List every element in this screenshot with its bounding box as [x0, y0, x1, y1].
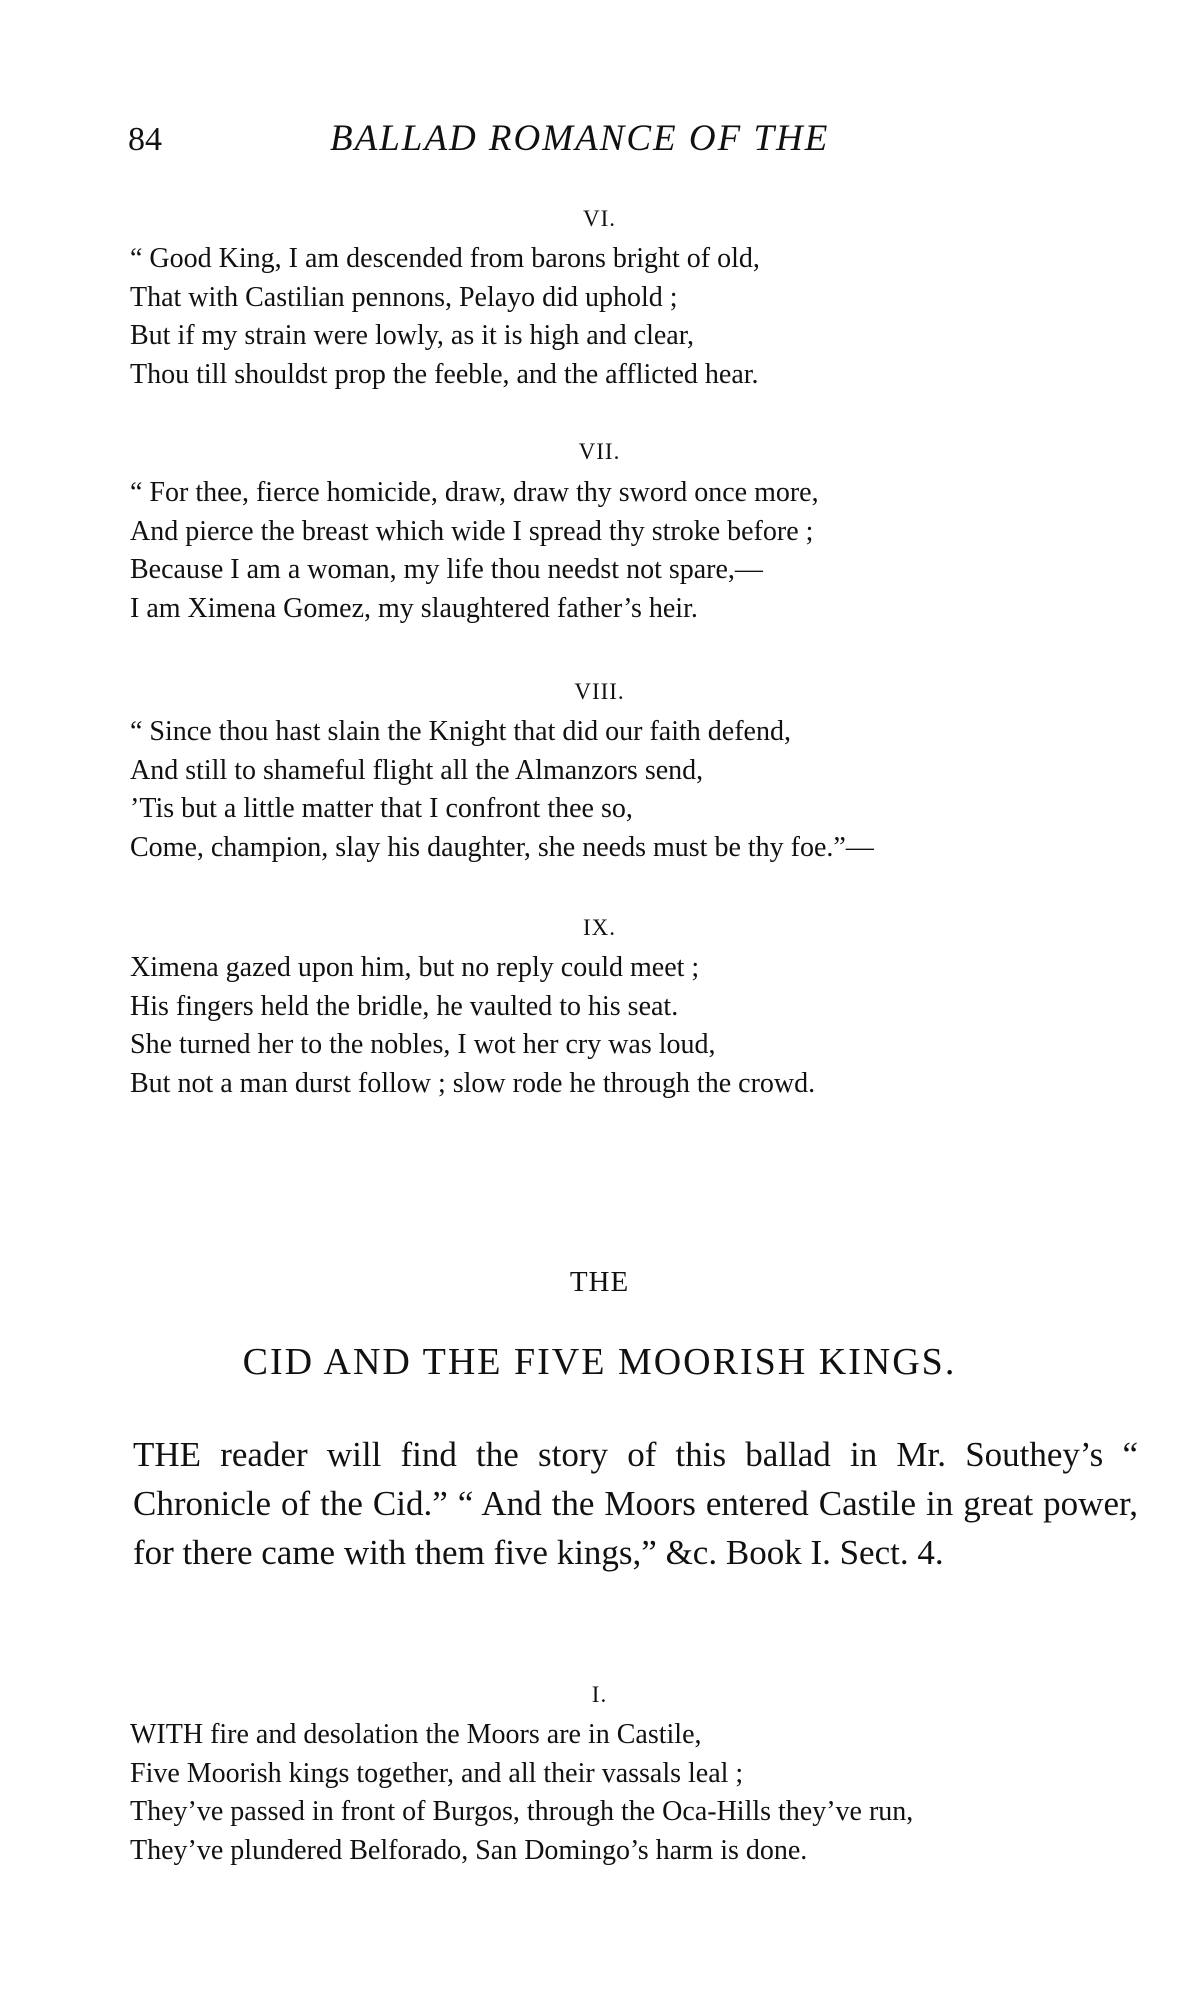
verse-line: Because I am a woman, my life thou needst not spare,—	[130, 554, 763, 585]
article-title: CID AND THE FIVE MOORISH KINGS.	[242, 1341, 957, 1383]
stanza-number: VIII.	[574, 679, 625, 704]
verse-line: I am Ximena Gomez, my slaughtered father’s heir.	[130, 592, 698, 624]
verse-line: And pierce the breast which wide I spread thy stroke before ;	[130, 515, 814, 547]
verse-line	[130, 1716, 1090, 1755]
verse-line: Five Moorish kings together, and all their vassals leal ;	[130, 1757, 744, 1789]
article-label: THE	[569, 1266, 630, 1298]
verse-lead-word: WITH	[130, 1719, 204, 1750]
verse-line: But if my strain were lowly, as it is high and clear,	[130, 320, 694, 351]
running-head: BALLAD ROMANCE OF THE	[330, 118, 830, 159]
verse-line: “ Good King, I am descended from barons bright of old,	[130, 243, 760, 274]
verse-line: But not a man durst follow ; slow rode he through the crowd.	[130, 1067, 816, 1099]
verse-line: They’ve plundered Belforado, San Domingo’s harm is done.	[130, 1834, 808, 1866]
verse-line: Thou till shouldst prop the feeble, and the afflicted hear.	[130, 358, 759, 390]
verse-line: His fingers held the bridle, he vaulted to his seat.	[130, 990, 679, 1022]
introduction-paragraph	[133, 1430, 1138, 1577]
introduction-text: reader will find the story of this ballad in Mr. Southey’s “ Chronicle of the Cid.” “ And the Moors entered Castile in great power, for there came with them five kings,” &c. Book I. Sect. 4.	[133, 1435, 1138, 1572]
verse-line: Ximena gazed upon him, but no reply could meet ;	[130, 952, 700, 983]
verse-line: “ Since thou hast slain the Knight that did our faith defend,	[130, 716, 791, 747]
introduction-lead-word: THE	[133, 1435, 202, 1474]
verse-line: ’Tis but a little matter that I confront thee so,	[130, 793, 633, 824]
stanza	[130, 1716, 1090, 1870]
stanza	[130, 949, 1090, 1103]
verse-line: They’ve passed in front of Burgos, through the Oca-Hills they’ve run,	[130, 1796, 914, 1827]
stanza	[130, 474, 1090, 628]
stanza-number: VII.	[578, 439, 621, 464]
verse-line: That with Castilian pennons, Pelayo did uphold ;	[130, 281, 678, 313]
stanza-number: IX.	[582, 915, 617, 940]
verse-line-rest: fire and desolation the Moors are in Castile,	[203, 1719, 702, 1750]
stanza	[130, 240, 1090, 394]
verse-line: She turned her to the nobles, I wot her cry was loud,	[130, 1029, 716, 1060]
verse-line: “ For thee, fierce homicide, draw, draw thy sword once more,	[130, 477, 819, 508]
page-number: 84	[128, 121, 162, 158]
stanza-number: VI.	[582, 206, 617, 231]
stanza	[130, 713, 1090, 867]
stanza-number: I.	[591, 1682, 608, 1707]
verse-line: Come, champion, slay his daughter, she needs must be thy foe.”—	[130, 831, 874, 863]
verse-line: And still to shameful flight all the Almanzors send,	[130, 754, 704, 786]
